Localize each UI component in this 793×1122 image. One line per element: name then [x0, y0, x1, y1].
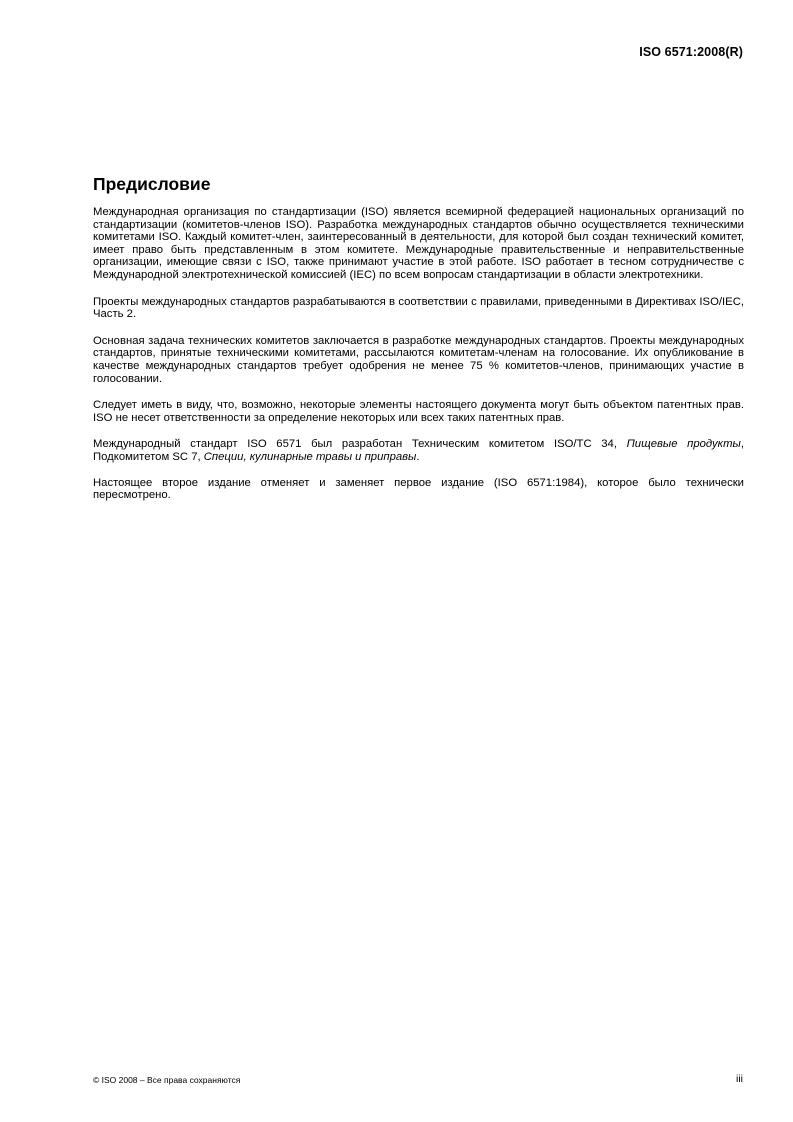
- document-code: ISO 6571:2008(R): [639, 45, 743, 59]
- foreword-body: [93, 206, 744, 516]
- subcommittee-name: Специи, кулинарные травы и приправы: [203, 450, 417, 463]
- copyright-notice: © ISO 2008 – Все права сохраняются: [93, 1075, 241, 1085]
- paragraph-patent-rights: Следует иметь в виду, что, возможно, некоторые элементы настоящего документа могут быть объектом патентных прав. ISO не несет ответственности за определение некоторых или всех таких патентных прав.: [93, 399, 744, 424]
- page-number: iii: [736, 1073, 743, 1085]
- paragraph-iso-organization: Международная организация по стандартизации (ISO) является всемирной федерацией национальных организаций по стандартизации (комитетов-членов ISO). Разработка международных стандартов обычно осуществляется техническими комитетами ISO. Каждый комитет-член, заинтересованный в деятельности, для которой был создан технический комитет, имеет право быть представленным в этом комитете. Международные правительственные и неправительственные организации, имеющие связи с ISO, также принимают участие в этой работе. ISO работает в тесном сотрудничестве с Международной электротехнической комиссией (IEC) по всем вопросам стандартизации в области электротехники.: [93, 206, 744, 281]
- prepared-by-text-3: .: [416, 450, 420, 463]
- paragraph-committee-task: Основная задача технических комитетов заключается в разработке международных стандартов. Проекты международных стандартов, принятые техническими комитетами, рассылаются комитетам-членам на голосование. Их опубликование в качестве международных стандартов требует одобрения не менее 75 % комитетов-членов, принимающих участие в голосовании.: [93, 334, 744, 385]
- paragraph-edition-note: Настоящее второе издание отменяет и заменяет первое издание (ISO 6571:1984), которое было технически пересмотрено.: [93, 476, 744, 502]
- committee-name: Пищевые продукты: [626, 438, 741, 451]
- prepared-by-text-2: , Подкомитетом SC 7,: [93, 438, 745, 463]
- paragraph-directives: Проекты международных стандартов разрабатываются в соответствии с правилами, приведенными в Директивах ISO/IEC, Часть 2.: [93, 295, 744, 321]
- prepared-by-text-1: Международный стандарт ISO 6571 был разработан Техническим комитетом ISO/TC 34,: [93, 438, 627, 451]
- page-title: Предисловие: [93, 174, 211, 194]
- paragraph-prepared-by: [93, 438, 744, 463]
